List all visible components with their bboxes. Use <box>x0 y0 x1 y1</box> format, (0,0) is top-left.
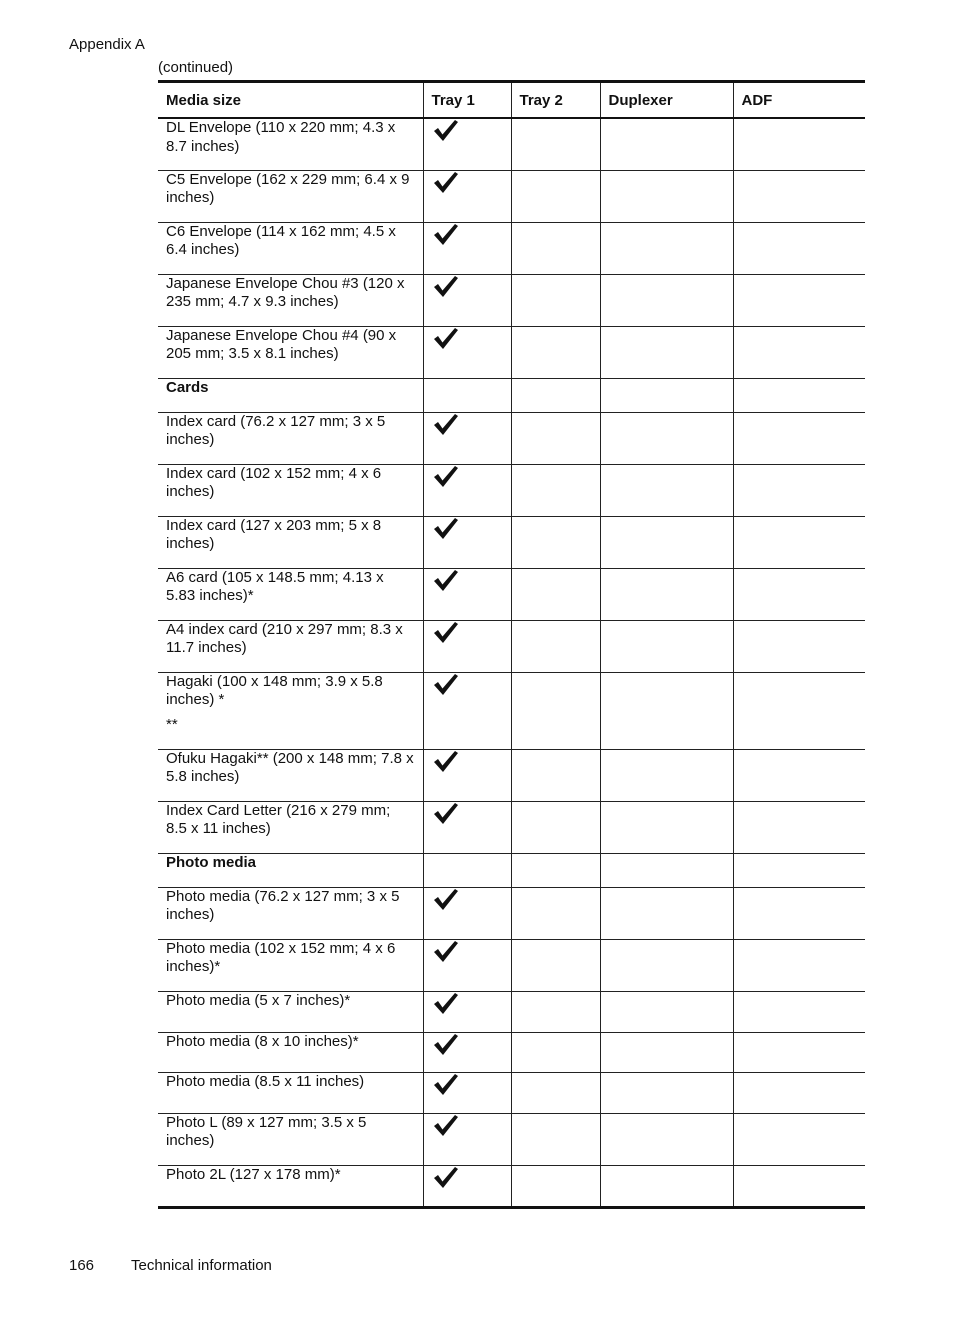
table-row <box>158 170 865 222</box>
tray-1-cell <box>423 672 511 749</box>
media-size-cell <box>158 118 423 170</box>
media-size-label: Photo 2L (127 x 178 mm)* <box>166 1165 341 1183</box>
tray-1-cell <box>423 118 511 170</box>
section-label <box>158 853 423 887</box>
media-size-cell <box>158 749 423 801</box>
media-size-label: Photo media <box>166 853 257 871</box>
tray-2-cell <box>511 1032 600 1072</box>
tray-2-cell <box>511 378 600 412</box>
duplexer-cell <box>600 326 733 378</box>
table-row <box>158 516 865 568</box>
table-row <box>158 620 865 672</box>
tray-2-cell <box>511 412 600 464</box>
tray-1-cell <box>423 991 511 1032</box>
section-row <box>158 378 865 412</box>
tray-2-cell <box>511 801 600 853</box>
column-header-media-size: Media size <box>158 82 423 119</box>
table-row <box>158 801 865 853</box>
checkmark-icon <box>432 171 503 195</box>
tray-2-cell <box>511 887 600 939</box>
media-size-label: Ofuku Hagaki** (200 x 148 mm; 7.8 x 5.8 inches) <box>166 749 414 785</box>
duplexer-cell <box>600 1032 733 1072</box>
table-body <box>158 118 865 1207</box>
media-size-label: Photo media (8 x 10 inches)* <box>166 1032 359 1050</box>
tray-1-cell <box>423 274 511 326</box>
media-size-label: Photo media (5 x 7 inches)* <box>166 991 351 1009</box>
media-size-cell <box>158 939 423 991</box>
column-header-tray-1: Tray 1 <box>423 82 511 119</box>
tray-1-cell <box>423 170 511 222</box>
footnote-marker: ** <box>166 715 178 733</box>
adf-cell <box>733 1032 865 1072</box>
table-row <box>158 1113 865 1165</box>
duplexer-cell <box>600 222 733 274</box>
tray-1-cell <box>423 222 511 274</box>
media-size-cell <box>158 1032 423 1072</box>
media-size-label: Photo media (102 x 152 mm; 4 x 6 inches)* <box>166 939 396 975</box>
checkmark-icon <box>432 1033 503 1057</box>
table-row <box>158 118 865 170</box>
section-row <box>158 853 865 887</box>
adf-cell <box>733 464 865 516</box>
media-size-label: Japanese Envelope Chou #3 (120 x 235 mm; 4.7 x 9.3 inches) <box>166 274 405 310</box>
tray-1-cell <box>423 464 511 516</box>
media-size-cell <box>158 464 423 516</box>
checkmark-icon <box>432 1114 503 1138</box>
checkmark-icon <box>432 940 503 964</box>
duplexer-cell <box>600 749 733 801</box>
media-size-label: DL Envelope (110 x 220 mm; 4.3 x 8.7 inches) <box>166 119 396 155</box>
duplexer-cell <box>600 568 733 620</box>
adf-cell <box>733 1072 865 1113</box>
checkmark-icon <box>432 413 503 437</box>
adf-cell <box>733 326 865 378</box>
adf-cell <box>733 749 865 801</box>
duplexer-cell <box>600 378 733 412</box>
table-row <box>158 274 865 326</box>
tray-2-cell <box>511 620 600 672</box>
checkmark-icon <box>432 327 503 351</box>
media-size-label: Index Card Letter (216 x 279 mm; 8.5 x 11 inches) <box>166 801 391 837</box>
checkmark-icon <box>432 1166 503 1190</box>
media-size-label: Photo media (76.2 x 127 mm; 3 x 5 inches) <box>166 887 400 923</box>
checkmark-icon <box>432 621 503 645</box>
checkmark-icon <box>432 119 503 143</box>
duplexer-cell <box>600 464 733 516</box>
adf-cell <box>733 222 865 274</box>
duplexer-cell <box>600 672 733 749</box>
column-header-tray-2: Tray 2 <box>511 82 600 119</box>
adf-cell <box>733 274 865 326</box>
media-size-cell <box>158 620 423 672</box>
tray-2-cell <box>511 222 600 274</box>
tray-1-cell <box>423 620 511 672</box>
tray-2-cell <box>511 939 600 991</box>
tray-1-cell <box>423 568 511 620</box>
tray-2-cell <box>511 170 600 222</box>
checkmark-icon <box>432 888 503 912</box>
adf-cell <box>733 1165 865 1207</box>
media-size-label: Japanese Envelope Chou #4 (90 x 205 mm; 3.5 x 8.1 inches) <box>166 326 397 362</box>
adf-cell <box>733 991 865 1032</box>
page-number: 166 <box>69 1257 95 1274</box>
checkmark-icon <box>432 517 503 541</box>
column-header-duplexer: Duplexer <box>600 82 733 119</box>
duplexer-cell <box>600 170 733 222</box>
media-size-label: A4 index card (210 x 297 mm; 8.3 x 11.7 inches) <box>166 620 403 656</box>
tray-1-cell <box>423 516 511 568</box>
tray-2-cell <box>511 672 600 749</box>
adf-cell <box>733 620 865 672</box>
tray-1-cell <box>423 887 511 939</box>
table-row <box>158 1072 865 1113</box>
duplexer-cell <box>600 939 733 991</box>
tray-1-cell <box>423 939 511 991</box>
tray-2-cell <box>511 464 600 516</box>
duplexer-cell <box>600 412 733 464</box>
tray-1-cell <box>423 1032 511 1072</box>
footer-title: Technical information <box>131 1257 272 1274</box>
table-row <box>158 672 865 749</box>
table-row <box>158 412 865 464</box>
checkmark-icon <box>432 569 503 593</box>
tray-1-cell <box>423 1113 511 1165</box>
media-size-cell <box>158 672 423 749</box>
checkmark-icon <box>432 802 503 826</box>
media-size-label: Hagaki (100 x 148 mm; 3.9 x 5.8 inches) * <box>166 672 383 708</box>
tray-2-cell <box>511 274 600 326</box>
media-size-label: Cards <box>166 378 209 396</box>
tray-2-cell <box>511 568 600 620</box>
adf-cell <box>733 1113 865 1165</box>
adf-cell <box>733 801 865 853</box>
media-size-table <box>158 80 865 1209</box>
table-row <box>158 749 865 801</box>
media-size-cell <box>158 991 423 1032</box>
tray-2-cell <box>511 853 600 887</box>
media-size-cell <box>158 516 423 568</box>
checkmark-icon <box>432 992 503 1016</box>
media-size-cell <box>158 170 423 222</box>
tray-2-cell <box>511 516 600 568</box>
duplexer-cell <box>600 801 733 853</box>
media-size-cell <box>158 1072 423 1113</box>
tray-2-cell <box>511 749 600 801</box>
checkmark-icon <box>432 673 503 697</box>
tray-2-cell <box>511 991 600 1032</box>
media-size-label: C5 Envelope (162 x 229 mm; 6.4 x 9 inches) <box>166 170 410 206</box>
tray-2-cell <box>511 118 600 170</box>
adf-cell <box>733 887 865 939</box>
tray-2-cell <box>511 326 600 378</box>
duplexer-cell <box>600 1165 733 1207</box>
duplexer-cell <box>600 118 733 170</box>
media-size-label: Index card (127 x 203 mm; 5 x 8 inches) <box>166 516 382 552</box>
running-header: Appendix A <box>69 36 145 53</box>
section-label <box>158 378 423 412</box>
media-size-cell <box>158 1113 423 1165</box>
duplexer-cell <box>600 853 733 887</box>
adf-cell <box>733 412 865 464</box>
duplexer-cell <box>600 1072 733 1113</box>
adf-cell <box>733 672 865 749</box>
table-row <box>158 991 865 1032</box>
table-row <box>158 1165 865 1207</box>
table-row <box>158 568 865 620</box>
table-row <box>158 326 865 378</box>
table-row <box>158 887 865 939</box>
media-size-cell <box>158 568 423 620</box>
tray-1-cell <box>423 801 511 853</box>
duplexer-cell <box>600 274 733 326</box>
checkmark-icon <box>432 750 503 774</box>
media-size-label: C6 Envelope (114 x 162 mm; 4.5 x 6.4 inches) <box>166 222 396 258</box>
tray-1-cell <box>423 378 511 412</box>
column-header-adf: ADF <box>733 82 865 119</box>
media-size-label: Photo media (8.5 x 11 inches) <box>166 1072 365 1090</box>
media-size-cell <box>158 326 423 378</box>
media-size-label: A6 card (105 x 148.5 mm; 4.13 x 5.83 inches)* <box>166 568 384 604</box>
tray-1-cell <box>423 326 511 378</box>
duplexer-cell <box>600 991 733 1032</box>
checkmark-icon <box>432 1073 503 1097</box>
table-header-row <box>158 82 865 119</box>
tray-1-cell <box>423 853 511 887</box>
adf-cell <box>733 170 865 222</box>
duplexer-cell <box>600 1113 733 1165</box>
adf-cell <box>733 568 865 620</box>
media-size-label: Index card (76.2 x 127 mm; 3 x 5 inches) <box>166 412 386 448</box>
adf-cell <box>733 516 865 568</box>
media-size-cell <box>158 274 423 326</box>
table-row <box>158 464 865 516</box>
duplexer-cell <box>600 620 733 672</box>
duplexer-cell <box>600 516 733 568</box>
tray-2-cell <box>511 1165 600 1207</box>
adf-cell <box>733 118 865 170</box>
tray-2-cell <box>511 1072 600 1113</box>
checkmark-icon <box>432 465 503 489</box>
adf-cell <box>733 853 865 887</box>
duplexer-cell <box>600 887 733 939</box>
adf-cell <box>733 939 865 991</box>
table-row <box>158 222 865 274</box>
tray-1-cell <box>423 412 511 464</box>
adf-cell <box>733 378 865 412</box>
media-size-cell <box>158 222 423 274</box>
media-size-cell <box>158 801 423 853</box>
checkmark-icon <box>432 223 503 247</box>
media-size-cell <box>158 887 423 939</box>
tray-2-cell <box>511 1113 600 1165</box>
media-size-cell <box>158 412 423 464</box>
table-row <box>158 1032 865 1072</box>
tray-1-cell <box>423 749 511 801</box>
table-row <box>158 939 865 991</box>
tray-1-cell <box>423 1072 511 1113</box>
tray-1-cell <box>423 1165 511 1207</box>
continued-label: (continued) <box>158 59 234 76</box>
media-size-cell <box>158 1165 423 1207</box>
media-size-label: Photo L (89 x 127 mm; 3.5 x 5 inches) <box>166 1113 367 1149</box>
checkmark-icon <box>432 275 503 299</box>
media-size-label: Index card (102 x 152 mm; 4 x 6 inches) <box>166 464 382 500</box>
